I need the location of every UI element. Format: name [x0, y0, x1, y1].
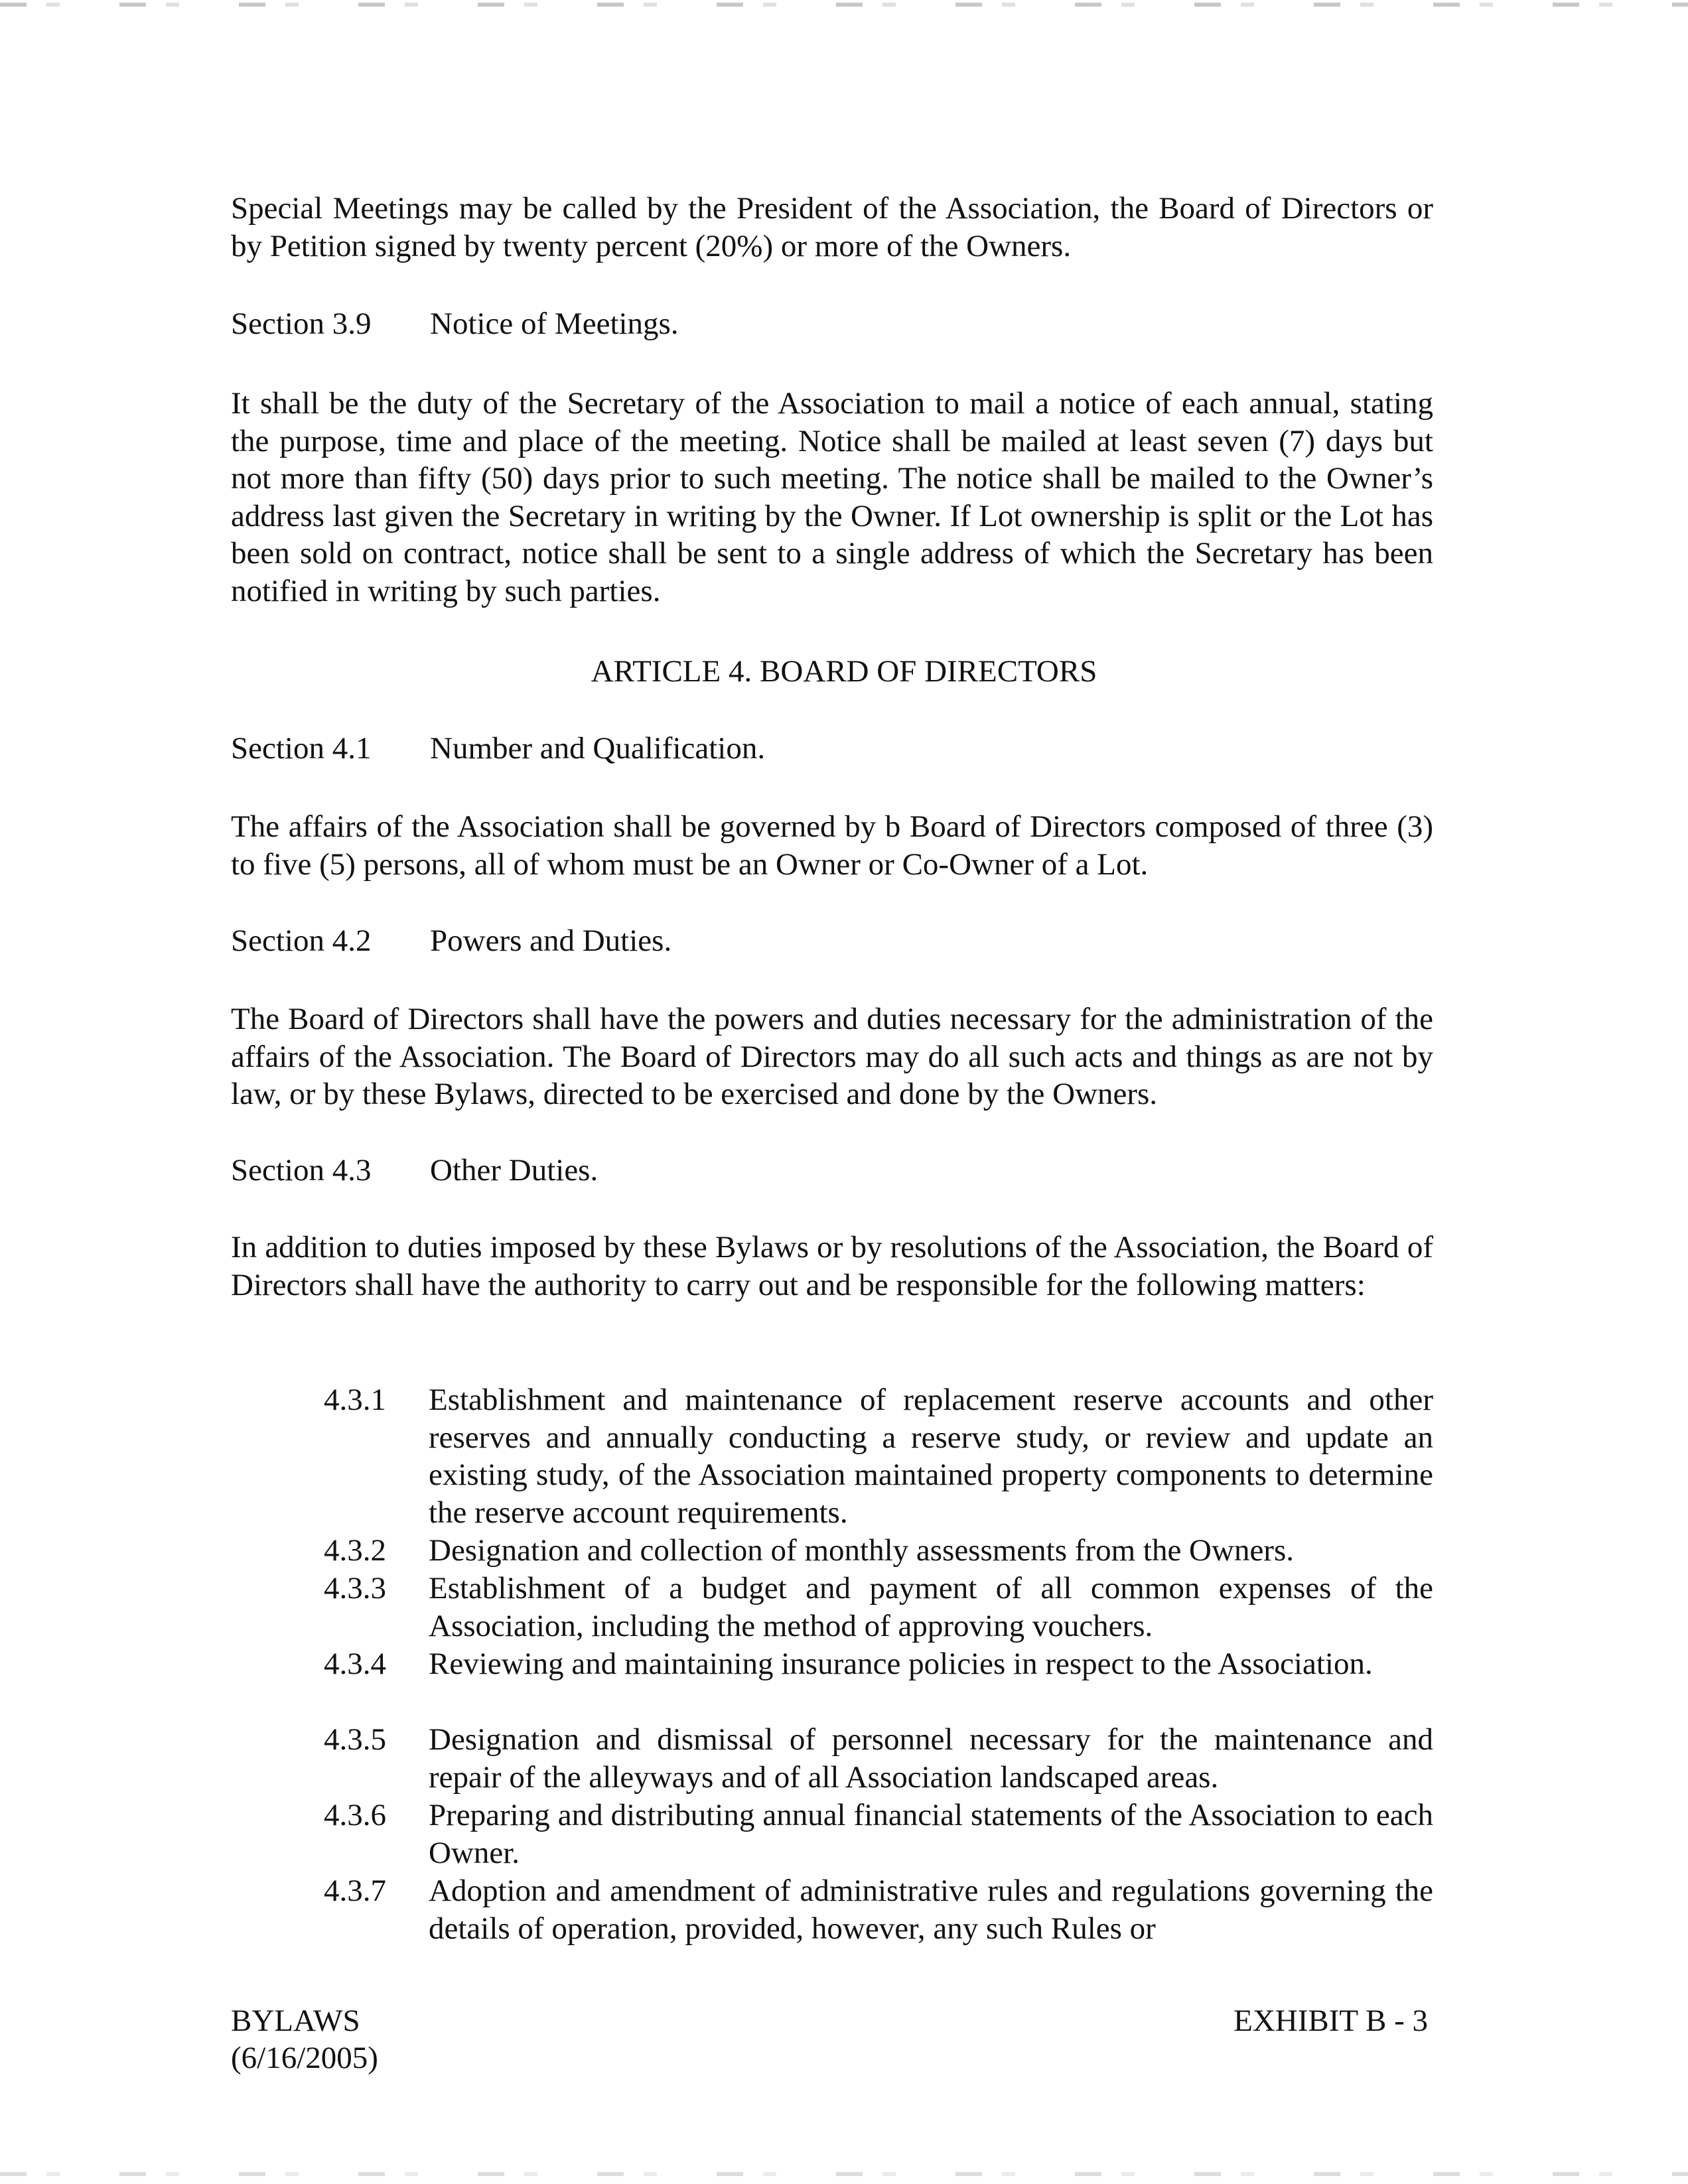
- section-number: Section 4.2: [231, 923, 372, 958]
- duty-item: [324, 1532, 1433, 1570]
- powers-paragraph: The Board of Directors shall have the powers and duties necessary for the administration of the affairs of the Association. The Board of Directors may do all such acts and things as are not by law, or by these Bylaws, directed to be exercised and done by the Owners.: [231, 1002, 1433, 1111]
- duty-number: 4.3.2: [324, 1533, 386, 1568]
- section-4-2-heading: [231, 922, 671, 959]
- duty-item: [324, 1645, 1433, 1683]
- duty-text: Reviewing and maintaining insurance policies in respect to the Association.: [429, 1647, 1373, 1681]
- duty-item: [324, 1872, 1433, 1947]
- duty-text: Establishment and maintenance of replacement reserve accounts and other reserves and annually conducting a reserve study, or review and update an existing study, of the Association maintained property components to determine the reserve account requirements.: [429, 1383, 1433, 1530]
- duty-item: [324, 1797, 1433, 1872]
- notice-paragraph: It shall be the duty of the Secretary of the Association to mail a notice of each annual, stating the purpose, time and place of the meeting. Notice shall be mailed at least seven (7) days but not more than fifty (50) days prior to such meeting. The notice shall be mailed to the Owner’s address last given the Secretary in writing by the Owner. If Lot ownership is split or the Lot has been sold on contract, notice shall be sent to a single address of which the Secretary has been notified in writing by such parties.: [231, 386, 1433, 608]
- section-4-3-heading: [231, 1152, 598, 1189]
- duty-text: Adoption and amendment of administrative rules and regulations governing the details of operation, provided, however, any such Rules or: [429, 1874, 1433, 1946]
- duty-item: [324, 1570, 1433, 1645]
- duty-number: 4.3.1: [324, 1383, 386, 1417]
- duty-number: 4.3.7: [324, 1874, 386, 1908]
- intro-paragraph: Special Meetings may be called by the President of the Association, the Board of Directors or by Petition signed by twenty percent (20%) or more of the Owners.: [231, 191, 1433, 263]
- footer-left: [231, 2002, 378, 2077]
- duty-item: [324, 1721, 1433, 1796]
- section-title: Other Duties.: [430, 1153, 598, 1188]
- scan-artifact-top: [0, 3, 1688, 7]
- duty-text: Designation and dismissal of personnel necessary for the maintenance and repair of the alleyways and of all Association landscaped areas.: [429, 1722, 1433, 1795]
- duty-number: 4.3.3: [324, 1571, 386, 1605]
- footer-exhibit-page: EXHIBIT B - 3: [1233, 2004, 1428, 2038]
- scan-artifact-bottom: [0, 2172, 1688, 2176]
- article-heading: ARTICLE 4. BOARD OF DIRECTORS: [591, 654, 1097, 689]
- duty-text: Designation and collection of monthly assessments from the Owners.: [429, 1533, 1294, 1568]
- section-title: Powers and Duties.: [430, 923, 672, 958]
- duty-text: Preparing and distributing annual financial statements of the Association to each Owner.: [429, 1798, 1433, 1870]
- section-title: Number and Qualification.: [430, 731, 766, 766]
- footer-doc-date: (6/16/2005): [231, 2041, 378, 2075]
- section-number: Section 4.1: [231, 731, 372, 766]
- duty-text: Establishment of a budget and payment of all common expenses of the Association, including the method of approving vouchers.: [429, 1571, 1433, 1643]
- section-number: Section 3.9: [231, 307, 372, 341]
- section-3-9-heading: [231, 305, 679, 342]
- other-duties-paragraph: In addition to duties imposed by these Bylaws or by resolutions of the Association, the Board of Directors shall have the authority to carry out and be responsible for the following matters:: [231, 1230, 1433, 1302]
- footer-doc-title: BYLAWS: [231, 2004, 360, 2038]
- section-number: Section 4.3: [231, 1153, 372, 1188]
- duty-number: 4.3.5: [324, 1722, 386, 1757]
- duty-number: 4.3.4: [324, 1647, 386, 1681]
- duty-item: [324, 1381, 1433, 1531]
- section-4-1-heading: [231, 730, 765, 767]
- qualification-paragraph: The affairs of the Association shall be governed by b Board of Directors composed of three (3) to five (5) persons, all of whom must be an Owner or Co-Owner of a Lot.: [231, 809, 1433, 882]
- section-title: Notice of Meetings.: [430, 307, 679, 341]
- duty-number: 4.3.6: [324, 1798, 386, 1832]
